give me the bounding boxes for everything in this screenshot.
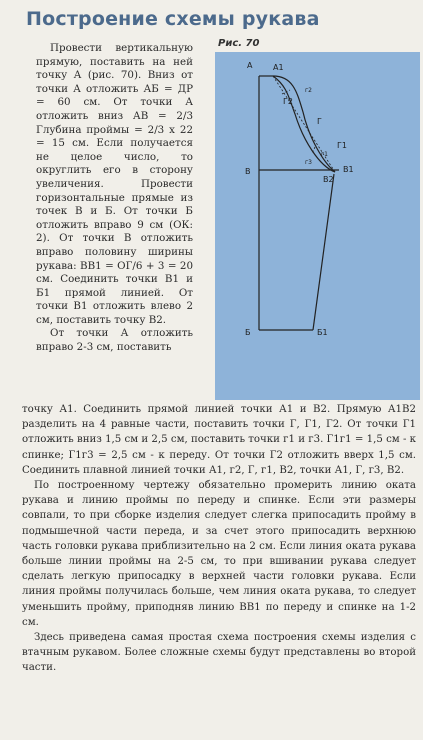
body-paragraph-2: По построенному чертежу обязательно промерить линию оката рукава и линию проймы по переду и спинке. Если эти размеры совпали, то при сборке изделия следует слегка припосадить пройму в подмышечной части переда, и за счет этого припосадить верхнюю часть головки рукава приблизительно на 2 см. Если линия оката рукава больше линии проймы на 2-5 см, то при вшивании рукава следует сделать легкую припосадку в верхней части головки рукава. Если линия проймы получилась больше, чем линия оката рукава, то следует уменьшить пройму, приподняв линию ВВ1 по переду и спинке на 1-2 см. — [22, 480, 416, 628]
label-g: Г — [317, 117, 322, 126]
label-b: Б — [245, 328, 251, 337]
label-g3-small: г3 — [305, 159, 312, 166]
body-paragraph-3: Здесь приведена самая простая схема построения схемы изделия с втачным рукавом. Более сложные схемы будут представлены во второй части. — [22, 632, 416, 674]
sleeve-diagram — [215, 52, 420, 400]
sleeve-diagram-svg — [215, 52, 420, 400]
label-a1: А1 — [273, 63, 284, 72]
left-paragraph-1: Провести вертикальную прямую, поставить на ней точку А (рис. 70). Вниз от точки А отложить АБ = ДР = 60 см. От точки А отложить вниз АВ = 2/3 Глубина проймы = 2/3 х 22 = 15 см. Если получается не целое число, то округлить его в сторону увеличения. Провести горизонтальные прямые из точек В и Б. От точки Б отложить вправо 9 см (ОК: 2). От точки В отложить вправо половину ширины рукава: ВВ1 = ОГ/6 + 3 = 20 см. Соединить точки В1 и Б1 прямой линией. От точки В1 отложить влево 2 см, поставить точку В2. — [36, 42, 193, 326]
left-paragraph-2: От точки А отложить вправо 2-3 см, поставить — [36, 327, 193, 354]
body-text — [22, 402, 416, 676]
body-paragraph-1: точку А1. Соединить прямой линией точки А1 и В2. Прямую А1В2 разделить на 4 равные части, поставить точки Г, Г1, Г2. От точки Г1 отложить вниз 1,5 см и 2,5 см, поставить точки г1 и г3. Г1г1 = 1,5 см - к спинке; Г1г3 = 2,5 см - к переду. От точки Г2 отложить вверх 1,5 см. Соединить плавной линией точки А1, г2, Г, г1, В2, точки А1, Г, г3, В2. — [22, 404, 416, 476]
label-g1-small: г1 — [321, 151, 328, 158]
label-b1: Б1 — [317, 328, 328, 337]
label-g2-small: г2 — [305, 87, 312, 94]
left-text-column — [36, 42, 193, 355]
label-v: В — [245, 167, 251, 176]
figure-label: Рис. 70 — [218, 38, 260, 49]
label-g1: Г1 — [337, 141, 347, 150]
page-title: Построение схемы рукава — [26, 8, 320, 30]
line-v2-b1 — [313, 174, 334, 330]
label-v2: В2 — [323, 175, 334, 184]
label-v1: В1 — [343, 165, 354, 174]
label-a: А — [247, 61, 253, 70]
label-g2: Г2 — [283, 97, 293, 106]
